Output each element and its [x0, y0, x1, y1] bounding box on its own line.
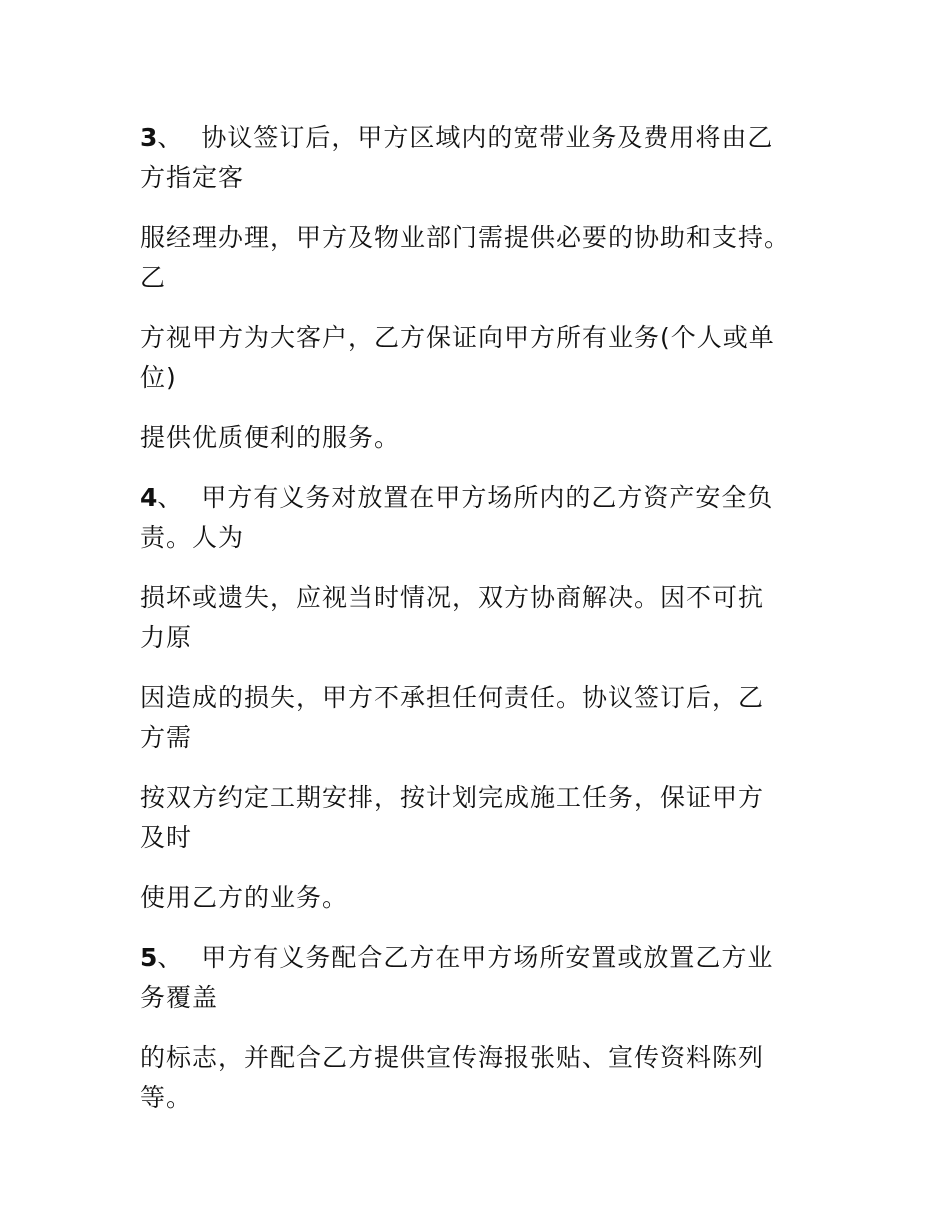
paragraph: [140, 678, 820, 758]
paragraph-line: [140, 478, 820, 518]
paragraph-line: 方需: [140, 723, 193, 752]
paragraph-text: 甲方有义务对放置在甲方场所内的乙方资产安全负: [201, 483, 774, 512]
paragraph-line: 损坏或遗失，应视当时情况，双方协商解决。因不可抗: [140, 583, 765, 612]
item-number: 4: [140, 483, 158, 512]
document-body: [140, 118, 820, 1138]
paragraph-line: [140, 938, 820, 978]
paragraph-4: [140, 478, 820, 558]
paragraph-5: [140, 938, 820, 1018]
paragraph-line: 力原: [140, 623, 193, 652]
item-number: 3: [140, 123, 158, 152]
paragraph-text: 协议签订后，甲方区域内的宽带业务及费用将由乙: [201, 123, 774, 152]
paragraph-line: 及时: [140, 823, 193, 852]
paragraph: [140, 578, 820, 658]
paragraph-text: 甲方有义务配合乙方在甲方场所安置或放置乙方业: [201, 943, 774, 972]
paragraph-line: 位): [140, 363, 177, 392]
paragraph: [140, 218, 820, 298]
paragraph-line: 乙: [140, 263, 167, 292]
item-separator: 、: [157, 123, 184, 152]
paragraph: [140, 418, 820, 458]
paragraph-line: 按双方约定工期安排，按计划完成施工任务，保证甲方: [140, 783, 765, 812]
paragraph-line: 提供优质便利的服务。: [140, 423, 401, 452]
paragraph: [140, 318, 820, 398]
item-number: 5: [140, 943, 158, 972]
paragraph-line: 方指定客: [140, 163, 245, 192]
paragraph-line: 务覆盖: [140, 983, 219, 1012]
paragraph: [140, 1038, 820, 1118]
paragraph-line: 的标志，并配合乙方提供宣传海报张贴、宣传资料陈列: [140, 1043, 765, 1072]
paragraph-line: 等。: [140, 1083, 193, 1112]
paragraph-line: 服经理办理，甲方及物业部门需提供必要的协助和支持。: [140, 223, 791, 252]
paragraph-line: 因造成的损失，甲方不承担任何责任。协议签订后，乙: [140, 683, 765, 712]
item-separator: 、: [157, 483, 184, 512]
item-separator: 、: [157, 943, 184, 972]
paragraph-line: [140, 118, 820, 158]
paragraph-line: 使用乙方的业务。: [140, 883, 349, 912]
paragraph-line: 责。人为: [140, 523, 245, 552]
paragraph-line: 方视甲方为大客户，乙方保证向甲方所有业务(个人或单: [140, 323, 775, 352]
paragraph-3: [140, 118, 820, 198]
paragraph: [140, 878, 820, 918]
paragraph: [140, 778, 820, 858]
